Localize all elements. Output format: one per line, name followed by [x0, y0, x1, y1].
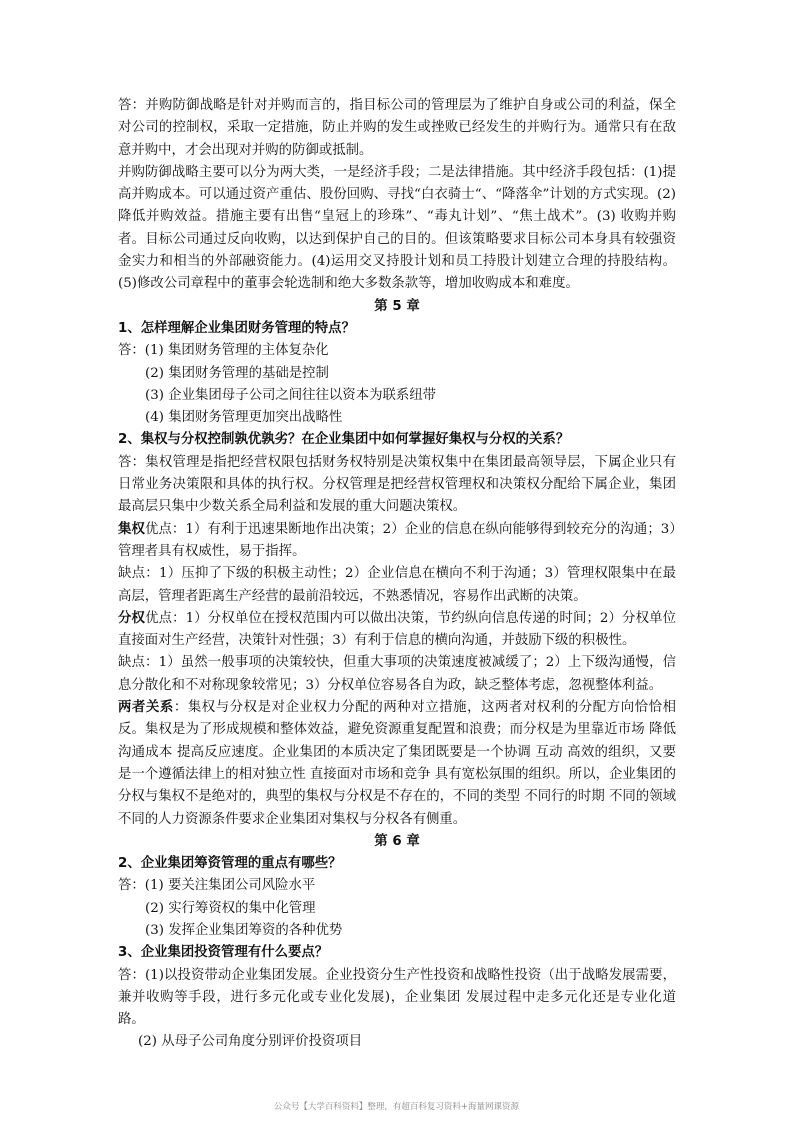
answer-list-item: (3) 发挥企业集团筹资的各种优势	[145, 922, 343, 938]
answer-list-item: (2) 从母子公司角度分别评价投资项目	[138, 1034, 363, 1050]
relationship-text: ：集权与分权是对企业权力分配的两种对立措施，这两者对权利的分配方向恰恰相反。集权是为了形成规模和整体效益，避免资源重复配置和浪费；而分权是为里靠近市场 降低沟通成本 提高反应速度。企业集团的本质决定了集团既要是一个协调 互动 高效的组织，又要是一个遵循法律上的相对独立性 直接面对市场和竞争 具有宽松氛围的组织。所以，企业集团的分权与集权不是绝对的，典型的集权与分权是不存在的，不同的类型 不同行的时期 不同的领域 不同的人力资源条件要求企业集团对集权与分权各有侧重。	[118, 700, 676, 827]
chapter-heading: 第 5 章	[374, 298, 420, 314]
answer-line: 答：(1) 要关注集团公司风险水平	[118, 878, 316, 894]
answer-paragraph: 答：(1)以投资带动企业集团发展。企业投资分生产性投资和战略性投资（出于战略发展需要，兼并收购等手段，进行多元化或专业化发展)，企业集团 发展过程中走多元化还是专业化道路。	[118, 967, 676, 1028]
answer-paragraph: 答：集权管理是指把经营权限包括财务权特别是决策权集中在集团最高领导层，下属企业只有日常业务决策限和具体的执行权。分权管理是把经营权管理权和决策权分配给下属企业，集团最高层只集中少数关系全局利益和发展的重大问题决策权。	[118, 454, 676, 515]
centralization-pros	[118, 519, 676, 564]
bold-term: 集权	[118, 521, 145, 537]
answer-list-item: (3) 企业集团母子公司之间往往以资本为联系纽带	[145, 387, 437, 403]
centralization-cons: 缺点：1）压抑了下级的积极主动性；2）企业信息在横向不利于沟通；3）管理权限集中在最高层，管理者距离生产经营的最前沿较远，不熟悉情况，容易作出武断的决策。	[118, 566, 676, 604]
answer-line: 答：(1) 集团财务管理的主体复杂化	[118, 343, 329, 359]
answer-paragraph: 并购防御战略主要可以分为两大类，一是经济手段；二是法律措施。其中经济手段包括：(1)提高并购成本。可以通过资产重估、股份回购、寻找“白衣骑士“、“降落伞”计划的方式实现。(2) 降低并购效益。措施主要有出售“皇冠上的珍珠”、“毒丸计划”、“焦土战术”。(3) 收购并购者。目标公司通过反向收购，以达到保护自己的目的。但该策略要求目标公司本身具有较强资金实力和相当的外部融资能力。(4)运用交叉持股计划和员工持股计划建立合理的持股结构。(5)修改公司章程中的董事会轮选制和绝大多数条款等，增加收购成本和难度。	[118, 164, 676, 292]
pros-text: 优点：1）分权单位在授权范围内可以做出决策，节约纵向信息传递的时间；2）分权单位直接面对生产经营，决策针对性强；3）有利于信息的横向沟通，并鼓励下级的积极性。	[118, 610, 677, 649]
decentralization-pros	[118, 608, 676, 653]
bold-term: 两者关系	[118, 700, 174, 716]
pros-text: 优点：1）有利于迅速果断地作出决策；2）企业的信息在纵向能够得到较充分的沟通；3）管理者具有权威性，易于指挥。	[118, 521, 677, 559]
question-heading: 1、怎样理解企业集团财务管理的特点？	[118, 320, 355, 336]
answer-paragraph: 答：并购防御战略是针对并购而言的，指目标公司的管理层为了维护自身或公司的利益，保全对公司的控制权，采取一定措施，防止并购的发生或挫败已经发生的并购行为。通常只有在敌意并购中，才会出现对并购的防御或抵制。	[118, 98, 676, 158]
question-heading: 2、集权与分权控制孰优孰劣？在企业集团中如何掌握好集权与分权的关系？	[118, 432, 570, 448]
answer-list-item: (2) 实行筹资权的集中化管理	[145, 900, 316, 916]
answer-list-item: (4) 集团财务管理更加突出战略性	[145, 410, 343, 426]
chapter-heading: 第 6 章	[374, 833, 420, 849]
relationship-paragraph	[118, 697, 676, 831]
document-body	[118, 95, 676, 1054]
bold-term: 分权	[118, 610, 146, 626]
answer-list-item: (2) 集团财务管理的基础是控制	[145, 365, 329, 381]
decentralization-cons: 缺点：1）虽然一般事项的决策较快，但重大事项的决策速度被减缓了；2）上下级沟通慢，信息分散化和不对称现象较常见；3）分权单位容易各自为政，缺乏整体考虑，忽视整体利益。	[118, 655, 676, 693]
page-footer: 公众号【大学百科资料】整理，有超百科复习资料+海量网课资源	[273, 1102, 520, 1112]
question-heading: 2、企业集团筹资管理的重点有哪些？	[118, 856, 342, 872]
question-heading: 3、企业集团投资管理有什么要点？	[118, 945, 329, 961]
